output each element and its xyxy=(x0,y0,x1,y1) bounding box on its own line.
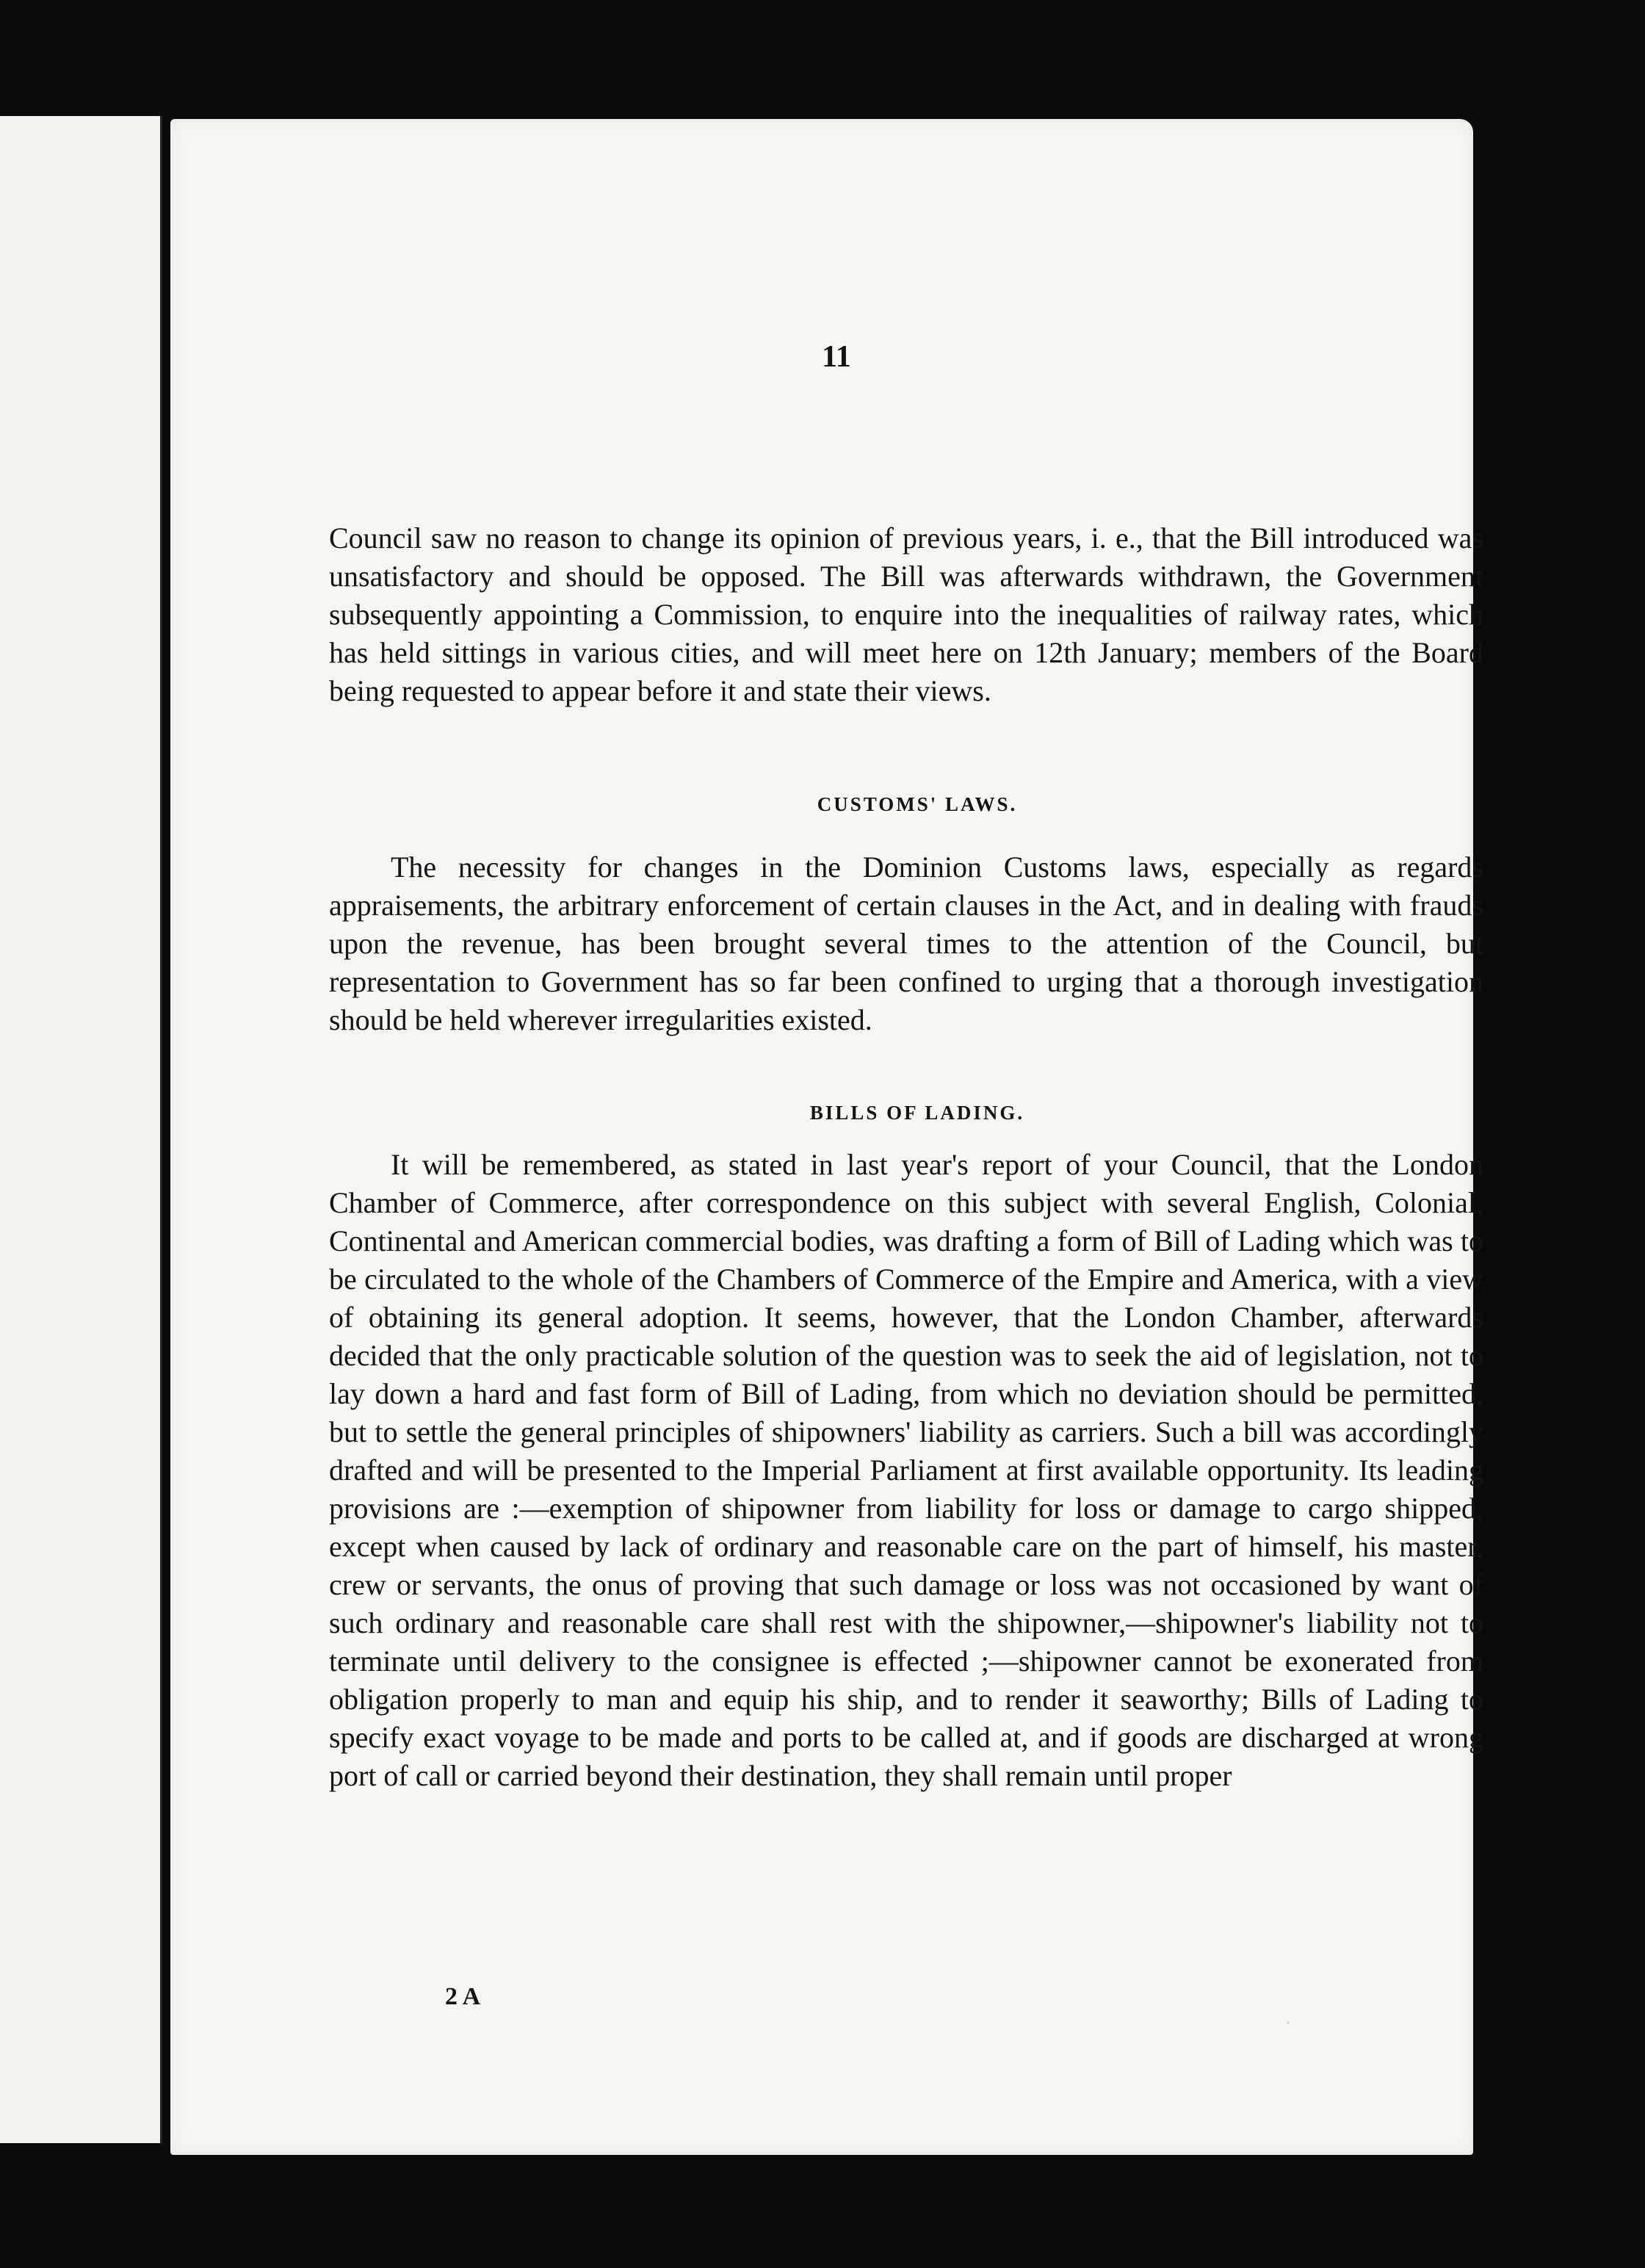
section-heading-customs: CUSTOMS' LAWS. xyxy=(817,793,1018,815)
bills-paragraph: It will be remembered, as stated in last year's report of your Council, that the London Chamber of Commerce, after correspondence on this subject with several English, Colonial, Continental and American commercial bodies, was drafting a form of Bill of Lading which was to be circulated to the whole of the Chambers of Commerce of the Empire and America, with a view of obtaining its general adoption. It seems, however, that the London Chamber, afterwards decided that the only practicable solution of the question was to seek the aid of legislation, not to lay down a hard and fast form of Bill of Lading, from which no deviation should be permitted, but to settle the general principles of shipowners' liability as carriers. Such a bill was accordingly drafted and will be presented to the Imperial Parliament at first available opportunity. Its leading provisions are :—exemption of shipowner from liability for loss or damage to cargo shipped, except when caused by lack of ordinary and reasonable care on the part of himself, his master, crew or servants, the onus of proving that such damage or loss was not occasioned by want of such ordinary and reasonable care shall rest with the shipowner,—shipowner's liability not to terminate until delivery to the consignee is effected ;—shipowner cannot be exonerated from obligation properly to man and equip his ship, and to render it seaworthy; Bills of Lading to specify exact voyage to be made and ports to be called at, and if goods are discharged at wrong port of call or carried beyond their destination, they shall remain until proper xyxy=(329,1148,1483,1792)
page-number: 11 xyxy=(822,340,851,374)
section-heading-bills-of-lading: BILLS OF LADING. xyxy=(809,1102,1025,1124)
customs-section-body xyxy=(329,848,1483,1039)
document-page xyxy=(170,119,1483,2155)
intro-paragraph: Council saw no reason to change its opinion of previous years, i. e., that the Bill introduced was unsatisfactory and should be opposed. The Bill was afterwards withdrawn, the Government subsequently appointing a Commission, to enquire into the inequalities of railway rates, which has held sittings in various cities, and will meet here on 12th January; members of the Board being requested to appear before it and state their views. xyxy=(329,521,1483,707)
signature-mark: 2 A xyxy=(445,1983,481,2010)
paper-speck xyxy=(1287,2021,1290,2024)
bills-section-body xyxy=(329,1146,1483,1795)
customs-paragraph: The necessity for changes in the Dominion Customs laws, especially as regards appraisements, the arbitrary enforcement of certain clauses in the Act, and in dealing with frauds upon the revenue, has been brought several times to the attention of the Council, but representation to Government has so far been confined to urging that a thorough investigation should be held wherever irregularities existed. xyxy=(329,850,1483,1036)
adjacent-left-page xyxy=(0,116,162,2143)
intro-paragraph-block xyxy=(329,519,1483,710)
